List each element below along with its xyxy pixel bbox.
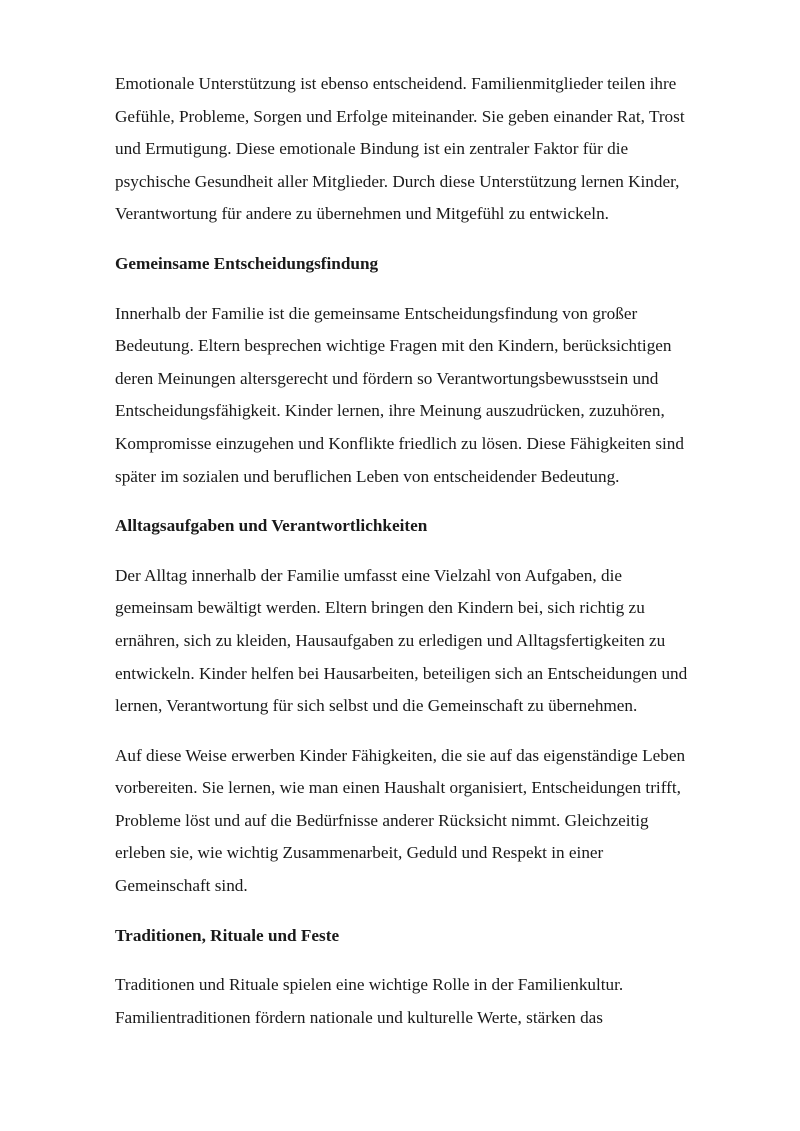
- text-line: Gemeinsame Entscheidungsfindung: [115, 253, 379, 273]
- body-paragraph: [115, 68, 745, 231]
- section-heading: [115, 510, 745, 543]
- body-paragraph: [115, 560, 745, 723]
- body-paragraph: [115, 740, 745, 903]
- text-line: Auf diese Weise erwerben Kinder Fähigkeiten, die sie auf das eigenständige Leben: [115, 745, 686, 765]
- text-line: Bedeutung. Eltern besprechen wichtige Fragen mit den Kindern, berücksichtigen: [115, 336, 672, 356]
- document-page: [115, 68, 745, 1051]
- text-line: Kompromisse einzugehen und Konflikte friedlich zu lösen. Diese Fähigkeiten sind: [115, 433, 684, 453]
- text-line: vorbereiten. Sie lernen, wie man einen Haushalt organisiert, Entscheidungen trifft,: [115, 778, 681, 798]
- body-paragraph: [115, 969, 745, 1034]
- text-line: entwickeln. Kinder helfen bei Hausarbeiten, beteiligen sich an Entscheidungen und: [115, 663, 688, 683]
- text-line: Familientraditionen fördern nationale und kulturelle Werte, stärken das: [115, 1007, 603, 1027]
- text-line: lernen, Verantwortung für sich selbst und die Gemeinschaft zu übernehmen.: [115, 696, 638, 716]
- text-line: und Ermutigung. Diese emotionale Bindung ist ein zentraler Faktor für die: [115, 139, 629, 159]
- text-line: Emotionale Unterstützung ist ebenso entscheidend. Familienmitglieder teilen ihre: [115, 74, 677, 93]
- section-heading: [115, 248, 745, 281]
- text-line: Gefühle, Probleme, Sorgen und Erfolge miteinander. Sie geben einander Rat, Trost: [115, 106, 685, 126]
- text-line: Entscheidungsfähigkeit. Kinder lernen, ihre Meinung auszudrücken, zuzuhören,: [115, 401, 665, 421]
- text-line: ernähren, sich zu kleiden, Hausaufgaben zu erledigen und Alltagsfertigkeiten zu: [115, 630, 666, 650]
- text-line: Traditionen und Rituale spielen eine wichtige Rolle in der Familienkultur.: [115, 975, 624, 995]
- text-line: gemeinsam bewältigt werden. Eltern bringen den Kindern bei, sich richtig zu: [115, 598, 645, 618]
- text-line: erleben sie, wie wichtig Zusammenarbeit, Geduld und Respekt in einer: [115, 843, 604, 863]
- text-line: Alltagsaufgaben und Verantwortlichkeiten: [115, 516, 428, 536]
- text-line: Probleme löst und auf die Bedürfnisse anderer Rücksicht nimmt. Gleichzeitig: [115, 810, 649, 830]
- text-line: Innerhalb der Familie ist die gemeinsame Entscheidungsfindung von großer: [115, 303, 638, 323]
- text-line: deren Meinungen altersgerecht und fördern so Verantwortungsbewusstsein und: [115, 368, 659, 388]
- text-line: Der Alltag innerhalb der Familie umfasst eine Vielzahl von Aufgaben, die: [115, 565, 622, 585]
- section-heading: [115, 920, 745, 953]
- text-line: Gemeinschaft sind.: [115, 876, 248, 896]
- text-line: psychische Gesundheit aller Mitglieder. Durch diese Unterstützung lernen Kinder,: [115, 171, 680, 191]
- text-line: Verantwortung für andere zu übernehmen und Mitgefühl zu entwickeln.: [115, 204, 609, 224]
- text-line: später im sozialen und beruflichen Leben von entscheidender Bedeutung.: [115, 466, 620, 486]
- text-line: Traditionen, Rituale und Feste: [115, 925, 340, 945]
- body-paragraph: [115, 298, 745, 494]
